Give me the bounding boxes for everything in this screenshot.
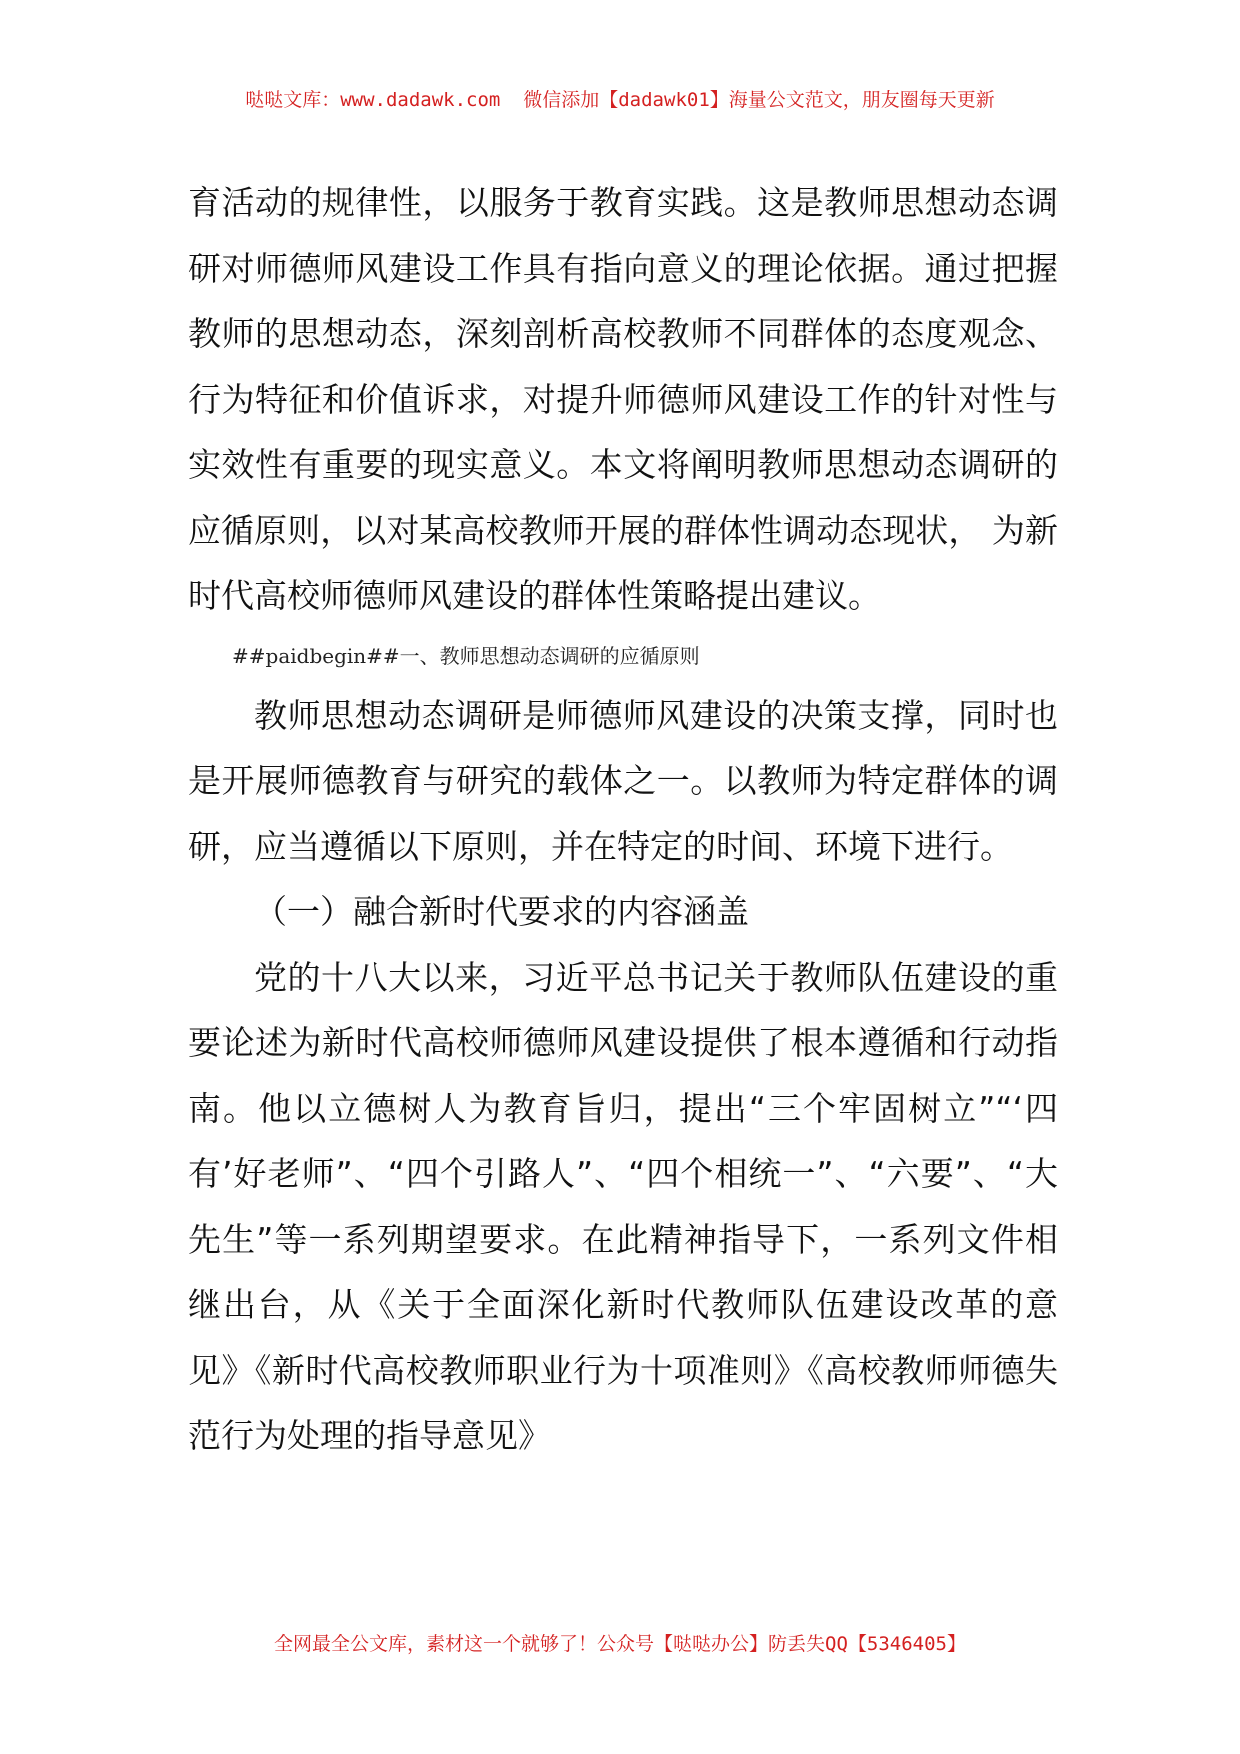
- header-banner: 哒哒文库：www.dadawk.com 微信添加【dadawk01】海量公文范文，朋友圈每天更新: [245, 89, 995, 111]
- footer-banner: 全网最全公文库，素材这一个就够了！公众号【哒哒办公】防丢失QQ【5346405】: [274, 1633, 966, 1655]
- subheading-1: （一）融合新时代要求的内容涵盖: [254, 892, 749, 931]
- paragraph-1: 育活动的规律性，以服务于教育实践。这是教师思想动态调研对师德师风建设工作具有指向意义的理论依据。通过把握教师的思想动态，深刻剖析高校教师不同群体的态度观念、行为特征和价值诉求，对提升师德师风建设工作的针对性与实效性有重要的现实意义。本文将阐明教师思想动态调研的应循原则，以对某高校教师开展的群体性调动态现状， 为新时代高校师德师风建设的群体性策略提出建议。: [188, 183, 1058, 615]
- paragraph-3: 党的十八大以来，习近平总书记关于教师队伍建设的重要论述为新时代高校师德师风建设提供了根本遵循和行动指南。他以立德树人为教育旨归，提出“三个牢固树立”“‘四有’好老师”、“四个引路人”、“四个相统一”、“六要”、“大先生”等一系列期望要求。在此精神指导下，一系列文件相继出台，从《关于全面深化新时代教师队伍建设改革的意见》《新时代高校教师职业行为十项准则》《高校教师师德失范行为处理的指导意见》: [188, 957, 1058, 1455]
- section-heading: ##paidbegin##一、教师思想动态调研的应循原则: [232, 643, 700, 668]
- paragraph-2: 教师思想动态调研是师德师风建设的决策支撑，同时也是开展师德教育与研究的载体之一。以教师为特定群体的调研，应当遵循以下原则，并在特定的时间、环境下进行。: [188, 695, 1058, 866]
- document-body: [188, 170, 1058, 1469]
